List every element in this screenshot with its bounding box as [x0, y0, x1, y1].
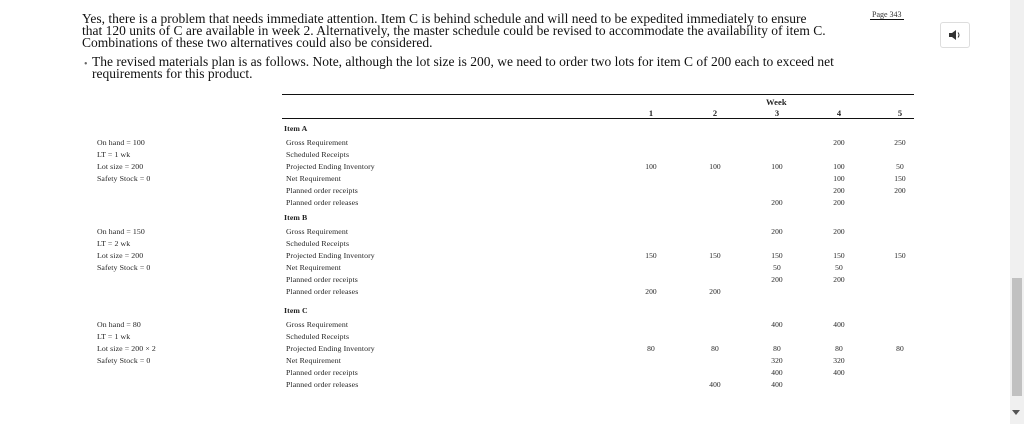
table-cell: 200 — [771, 275, 783, 284]
item-parameter: On hand = 100 — [97, 138, 145, 147]
row-label: Projected Ending Inventory — [286, 344, 375, 353]
table-cell: 200 — [833, 138, 845, 147]
table-cell: 80 — [835, 344, 843, 353]
table-cell: 400 — [771, 380, 783, 389]
row-label: Net Requirement — [286, 263, 341, 272]
row-label: Planned order receipts — [286, 368, 358, 377]
table-cell: 80 — [711, 344, 719, 353]
table-cell: 150 — [894, 174, 906, 183]
table-cell: 150 — [709, 251, 721, 260]
week-number-4: 4 — [836, 108, 842, 118]
row-label: Planned order releases — [286, 287, 359, 296]
week-number-5: 5 — [897, 108, 903, 118]
table-cell: 200 — [645, 287, 657, 296]
item-name: Item B — [284, 213, 308, 222]
row-label: Projected Ending Inventory — [286, 251, 375, 260]
row-label: Planned order releases — [286, 380, 359, 389]
table-cell: 100 — [833, 162, 845, 171]
row-label: Planned order receipts — [286, 275, 358, 284]
row-label: Planned order receipts — [286, 186, 358, 195]
item-parameter: On hand = 150 — [97, 227, 145, 236]
table-cell: 320 — [833, 356, 845, 365]
speaker-icon — [948, 29, 962, 41]
table-cell: 80 — [647, 344, 655, 353]
table-cell: 400 — [771, 368, 783, 377]
item-parameter: LT = 1 wk — [97, 332, 131, 341]
row-label: Gross Requirement — [286, 138, 349, 147]
table-cell: 100 — [645, 162, 657, 171]
table-cell: 200 — [833, 186, 845, 195]
table-top-rule — [282, 94, 914, 95]
table-cell: 200 — [771, 227, 783, 236]
table-cell: 150 — [894, 251, 906, 260]
item-parameter: Safety Stock = 0 — [97, 263, 151, 272]
week-number-1: 1 — [648, 108, 654, 118]
week-number-2: 2 — [712, 108, 718, 118]
paragraph-line-4: The revised materials plan is as follows. Note, although the lot size is 200, we need to order two lots for item C of 200 each to exceed net — [92, 54, 834, 69]
scrollbar-thumb[interactable] — [1012, 278, 1022, 396]
week-header: Week — [766, 97, 787, 107]
item-parameter: Safety Stock = 0 — [97, 174, 151, 183]
page-number-tag: Page 343 — [872, 10, 902, 19]
row-label: Scheduled Receipts — [286, 150, 350, 159]
table-cell: 50 — [773, 263, 781, 272]
table-cell: 200 — [833, 198, 845, 207]
table-cell: 250 — [894, 138, 906, 147]
table-cell: 400 — [833, 320, 845, 329]
speaker-button[interactable] — [940, 22, 970, 48]
bullet-marker: • — [84, 59, 88, 70]
item-name: Item A — [284, 124, 308, 133]
row-label: Gross Requirement — [286, 227, 349, 236]
row-label: Net Requirement — [286, 356, 341, 365]
item-parameter: LT = 2 wk — [97, 239, 131, 248]
item-parameter: LT = 1 wk — [97, 150, 131, 159]
table-cell: 50 — [835, 263, 843, 272]
item-parameter: On hand = 80 — [97, 320, 141, 329]
paragraph-line-5: requirements for this product. — [92, 66, 253, 81]
table-cell: 150 — [771, 251, 783, 260]
row-label: Gross Requirement — [286, 320, 349, 329]
table-cell: 200 — [709, 287, 721, 296]
table-cell: 200 — [894, 186, 906, 195]
item-name: Item C — [284, 306, 308, 315]
table-cell: 400 — [771, 320, 783, 329]
item-parameter: Lot size = 200 — [97, 162, 144, 171]
item-parameter: Safety Stock = 0 — [97, 356, 151, 365]
paragraph-line-1: Yes, there is a problem that needs immediate attention. Item C is behind schedule and will need to be expedited immediately to ensure — [82, 11, 807, 26]
table-cell: 200 — [771, 198, 783, 207]
item-parameter: Lot size = 200 — [97, 251, 144, 260]
row-label: Net Requirement — [286, 174, 341, 183]
table-cell: 400 — [709, 380, 721, 389]
table-header-rule — [282, 118, 914, 119]
row-label: Scheduled Receipts — [286, 239, 350, 248]
table-cell: 100 — [709, 162, 721, 171]
table-cell: 80 — [773, 344, 781, 353]
table-cell: 100 — [771, 162, 783, 171]
row-label: Scheduled Receipts — [286, 332, 350, 341]
table-cell: 100 — [833, 174, 845, 183]
week-number-3: 3 — [774, 108, 780, 118]
item-parameter: Lot size = 200 × 2 — [97, 344, 156, 353]
table-cell: 200 — [833, 227, 845, 236]
chevron-down-icon[interactable] — [1012, 410, 1020, 415]
paragraph-line-3: Combinations of these two alternatives could also be considered. — [82, 35, 433, 50]
table-cell: 320 — [771, 356, 783, 365]
table-cell: 150 — [645, 251, 657, 260]
paragraph-line-2: that 120 units of C are available in week 2. Alternatively, the master schedule could be revised to accommodate the availability of item C. — [82, 23, 826, 38]
table-cell: 150 — [833, 251, 845, 260]
table-cell: 200 — [833, 275, 845, 284]
row-label: Projected Ending Inventory — [286, 162, 375, 171]
row-label: Planned order releases — [286, 198, 359, 207]
table-cell: 80 — [896, 344, 904, 353]
table-cell: 50 — [896, 162, 904, 171]
table-cell: 400 — [833, 368, 845, 377]
